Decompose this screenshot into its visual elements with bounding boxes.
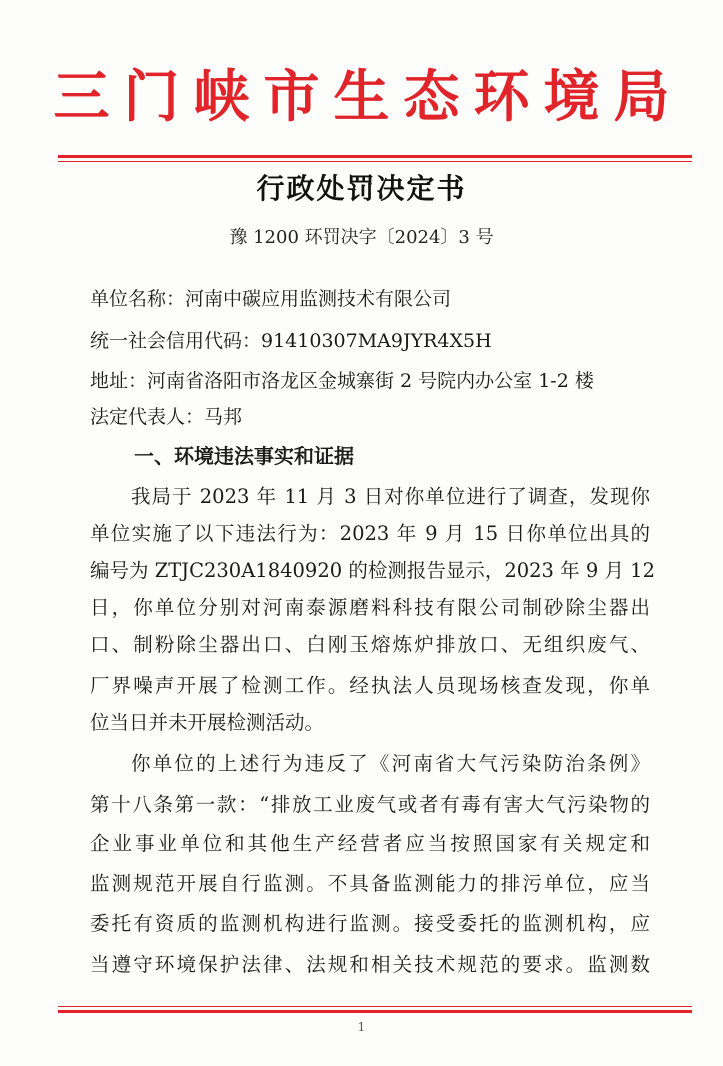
address-field: 地址：河南省洛阳市洛龙区金城寨街 2 号院内办公室 1-2 楼: [90, 370, 594, 392]
red-divider-bottom-thick: [58, 1010, 692, 1013]
paragraph-line: 编号为 ZTJC230A1840920 的检测报告显示，2023 年 9 月 12: [90, 559, 655, 582]
paragraph-line: 企业事业单位和其他生产经营者应当按照国家有关规定和: [90, 832, 650, 855]
credit-code-field: 统一社会信用代码：91410307MA9JYR4X5H: [90, 330, 492, 352]
paragraph-line: 位当日并未开展检测活动。: [90, 711, 325, 734]
agency-masthead: 三门峡市生态环境局: [53, 64, 684, 130]
unit-name-field: 单位名称：河南中碳应用监测技术有限公司: [90, 288, 452, 310]
paragraph-line: 当遵守环境保护法律、法规和相关技术规范的要求。监测数: [90, 953, 650, 976]
document-number: 豫 1200 环罚决字〔2024〕3 号: [229, 227, 494, 248]
paragraph-line: 你单位的上述行为违反了《河南省大气污染防治条例》: [131, 752, 650, 775]
red-divider-bottom-thin: [58, 1006, 692, 1007]
paragraph-line: 单位实施了以下违法行为：2023 年 9 月 15 日你单位出具的: [90, 522, 650, 545]
document-title: 行政处罚决定书: [256, 172, 467, 205]
paragraph-line: 委托有资质的监测机构进行监测。接受委托的监测机构，应: [90, 912, 650, 935]
paragraph-line: 我局于 2023 年 11 月 3 日对你单位进行了调查，发现你: [131, 485, 650, 508]
page-number: 1: [357, 1020, 366, 1034]
section-heading: 一、环境违法事实和证据: [134, 444, 354, 468]
paragraph-line: 厂界噪声开展了检测工作。经执法人员现场核查发现，你单: [90, 674, 650, 697]
red-divider-top-thick: [58, 155, 692, 158]
paragraph-line: 日，你单位分别对河南泰源磨料科技有限公司制砂除尘器出: [90, 596, 650, 619]
legal-representative-field: 法定代表人：马邦: [90, 406, 243, 428]
paragraph-line: 口、制粉除尘器出口、白刚玉熔炼炉排放口、无组织废气、: [90, 633, 650, 656]
red-divider-top-thin: [58, 161, 692, 162]
paragraph-line: 第十八条第一款：“排放工业废气或者有毒有害大气污染物的: [90, 793, 650, 816]
paragraph-line: 监测规范开展自行监测。不具备监测能力的排污单位，应当: [90, 872, 650, 895]
